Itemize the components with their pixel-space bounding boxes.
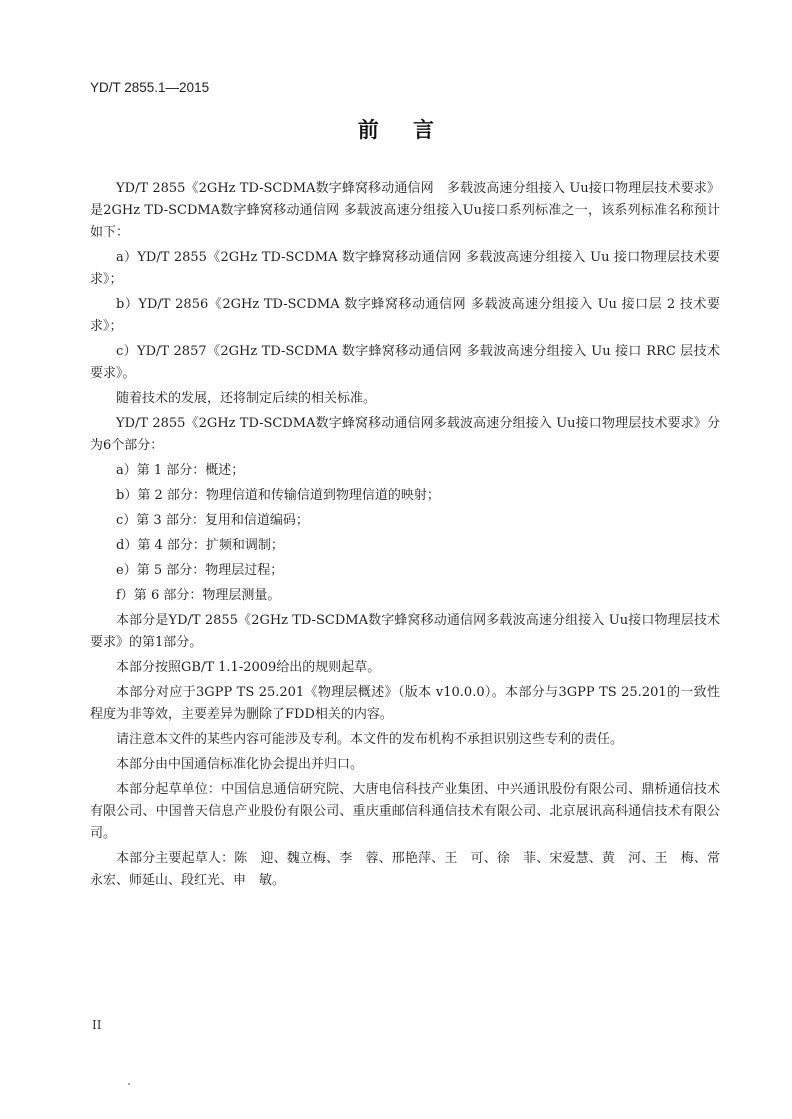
list-item: c）YD/T 2857《2GHz TD-SCDMA 数字蜂窝移动通信网 多载波高速分组接入 Uu 接口 RRC 层技术要求》。 <box>90 344 720 381</box>
list-item: a）第 1 部分：概述； <box>116 463 245 478</box>
title-char-2: 言 <box>413 117 435 142</box>
paragraph: 随着技术的发展，还将制定后续的相关标准。 <box>116 391 377 406</box>
paragraph: 本部分对应于3GPP TS 25.201《物理层概述》（版本 v10.0.0）。本部分与3GPP TS 25.201的一致性程度为非等效，主要差异为删除了FDD相关的内容。 <box>90 685 720 722</box>
list-item: f）第 6 部分：物理层测量。 <box>116 588 281 603</box>
paragraph: 本部分是YD/T 2855《2GHz TD-SCDMA数字蜂窝移动通信网多载波高速分组接入 Uu接口物理层技术要求》的第1部分。 <box>90 613 720 650</box>
list-item: b）YD/T 2856《2GHz TD-SCDMA 数字蜂窝移动通信网 多载波高速分组接入 Uu 接口层 2 技术要求》； <box>90 297 720 334</box>
page-title <box>0 114 792 144</box>
list-item: a）YD/T 2855《2GHz TD-SCDMA 数字蜂窝移动通信网 多载波高速分组接入 Uu 接口物理层技术要求》； <box>90 250 720 287</box>
paragraph: 本部分起草单位：中国信息通信研究院、大唐电信科技产业集团、中兴通讯股份有限公司、鼎桥通信技术有限公司、中国普天信息产业股份有限公司、重庆重邮信科通信技术有限公司、北京展讯高科通信技术有限公司。 <box>90 782 720 841</box>
title-char-1: 前 <box>357 117 379 142</box>
paragraph: 本部分按照GB/T 1.1-2009给出的规则起草。 <box>116 660 381 675</box>
list-item: d）第 4 部分：扩频和调制； <box>116 538 284 553</box>
paragraph: 请注意本文件的某些内容可能涉及专利。本文件的发布机构不承担识别这些专利的责任。 <box>116 732 624 747</box>
list-item: e）第 5 部分：物理层过程； <box>116 563 284 578</box>
page-number: II <box>92 1018 102 1032</box>
paragraph: 本部分主要起草人：陈 迎、魏立梅、李 蓉、邢艳萍、王 可、徐 菲、宋爱慧、黄 河、王 梅、常永宏、师延山、段红光、申 敏。 <box>90 851 720 888</box>
list-item: b）第 2 部分：物理信道和传输信道到物理信道的映射； <box>116 488 440 503</box>
scan-speck <box>128 1083 130 1085</box>
foreword-body <box>90 178 720 895</box>
list-item: c）第 3 部分：复用和信道编码； <box>116 513 309 528</box>
paragraph: YD/T 2855《2GHz TD-SCDMA数字蜂窝移动通信网 多载波高速分组接入 Uu接口物理层技术要求》是2GHz TD-SCDMA数字蜂窝移动通信网 多载波高速分组接入Uu接口系列标准之一，该系列标准名称预计如下： <box>90 181 720 240</box>
paragraph: 本部分由中国通信标准化协会提出并归口。 <box>116 757 364 772</box>
paragraph: YD/T 2855《2GHz TD-SCDMA数字蜂窝移动通信网多载波高速分组接入 Uu接口物理层技术要求》分为6个部分： <box>90 416 720 453</box>
document-code: YD/T 2855.1—2015 <box>90 80 210 95</box>
